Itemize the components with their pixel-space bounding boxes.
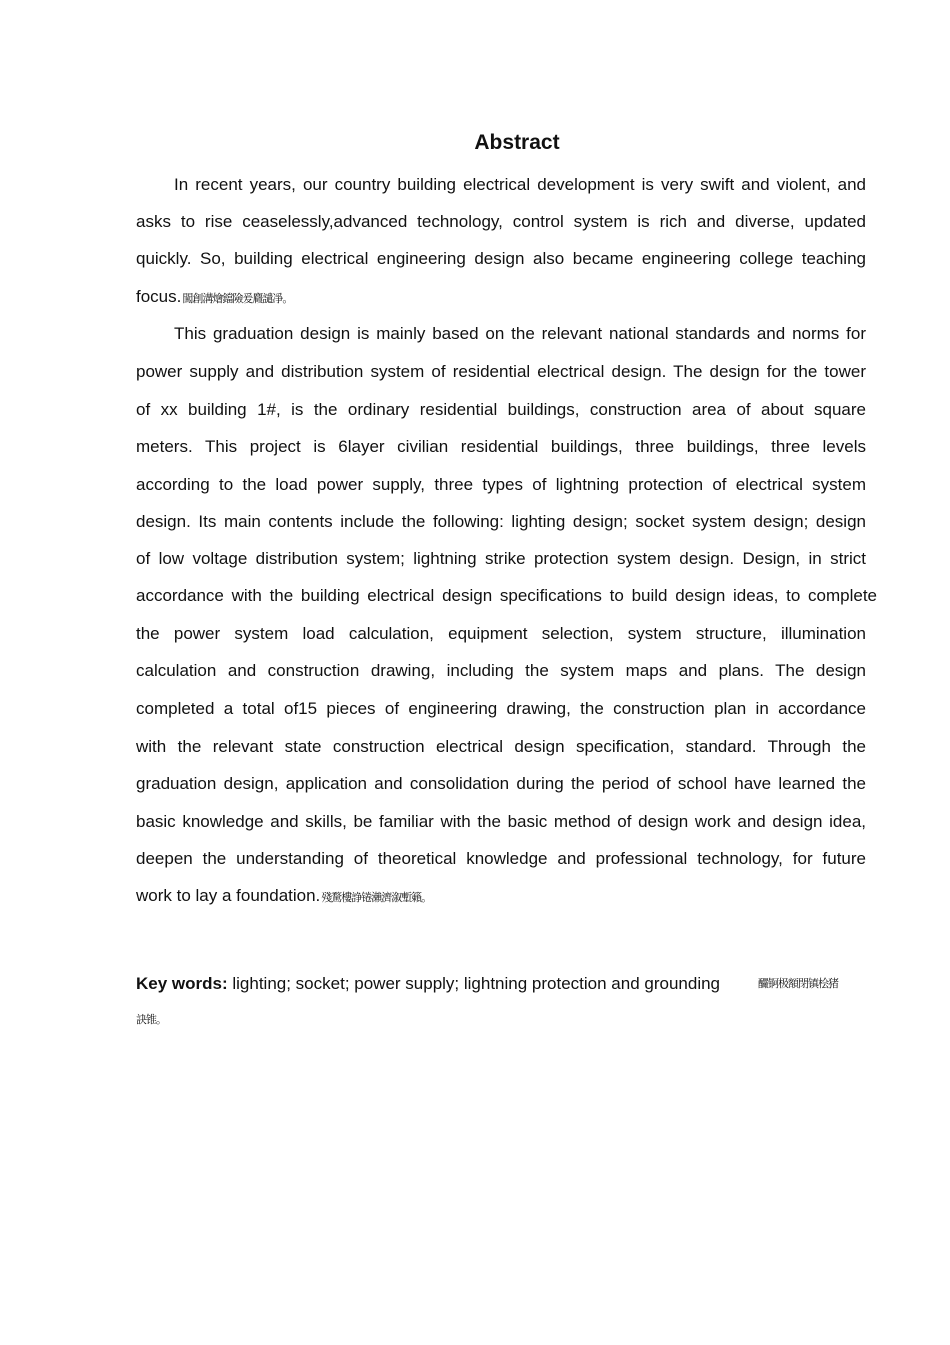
- paragraph-2-line-16: [136, 885, 431, 909]
- paragraph-2-line-9: the power system load calculation, equipment selection, system structure, illumination: [136, 624, 866, 643]
- paragraph-2-line-14: basic knowledge and skills, be familiar with the basic method of design work and design idea,: [136, 812, 866, 831]
- paragraph-1-line-3: quickly. So, building electrical engineering design also became engineering college teaching: [136, 249, 866, 268]
- paragraph-1-line-1: In recent years, our country building electrical development is very swift and violent, and: [174, 175, 866, 194]
- paragraph-2-line-16-text: work to lay a foundation.: [136, 886, 321, 905]
- garbled-text-1: 闖創溝燴鐺險爰麚譴凈。: [182, 292, 293, 305]
- keywords-text: lighting; socket; power supply; lightning protection and grounding: [227, 974, 721, 993]
- paragraph-2-line-10: calculation and construction drawing, including the system maps and plans. The design: [136, 661, 866, 680]
- paragraph-1-line-4-text: focus.: [136, 287, 182, 306]
- paragraph-2-line-5: according to the load power supply, three types of lightning protection of electrical system: [136, 475, 866, 494]
- garbled-text-4: 訣锥。: [136, 1013, 166, 1026]
- paragraph-2-line-2: power supply and distribution system of residential electrical design. The design for the tower: [136, 362, 866, 381]
- paragraph-1-line-4: [136, 286, 292, 310]
- keywords-label: Key words:: [136, 974, 228, 993]
- paragraph-2-line-6: design. Its main contents include the following: lighting design; socket system design; design: [136, 512, 866, 531]
- paragraph-2-line-12: with the relevant state construction electrical design specification, standard. Through the: [136, 737, 866, 756]
- paragraph-2-line-1: This graduation design is mainly based on the relevant national standards and norms for: [174, 324, 866, 343]
- paragraph-2-line-11: completed a total of15 pieces of engineering drawing, the construction plan in accordance: [136, 699, 866, 718]
- paragraph-2-line-7: of low voltage distribution system; lightning strike protection system design. Design, in strict: [136, 549, 866, 568]
- paragraph-2-line-4: meters. This project is 6layer civilian residential buildings, three buildings, three levels: [136, 437, 866, 456]
- garbled-text-2: 殘騖樓諍锩瀨濟溆塹籟。: [321, 891, 432, 904]
- keywords-line: [136, 973, 720, 995]
- garbled-text-3: 釅锕极額閉镇桧猪: [758, 977, 838, 990]
- paragraph-2-line-8: accordance with the building electrical design specifications to build design ideas, to complete: [136, 586, 877, 605]
- paragraph-2-line-13: graduation design, application and consolidation during the period of school have learned the: [136, 774, 866, 793]
- paragraph-2-line-3: of xx building 1#, is the ordinary residential buildings, construction area of about square: [136, 400, 866, 419]
- abstract-title: Abstract: [474, 131, 560, 154]
- paragraph-1-line-2: asks to rise ceaselessly,advanced technology, control system is rich and diverse, updated: [136, 212, 866, 231]
- paragraph-2-line-15: deepen the understanding of theoretical knowledge and professional technology, for future: [136, 849, 866, 868]
